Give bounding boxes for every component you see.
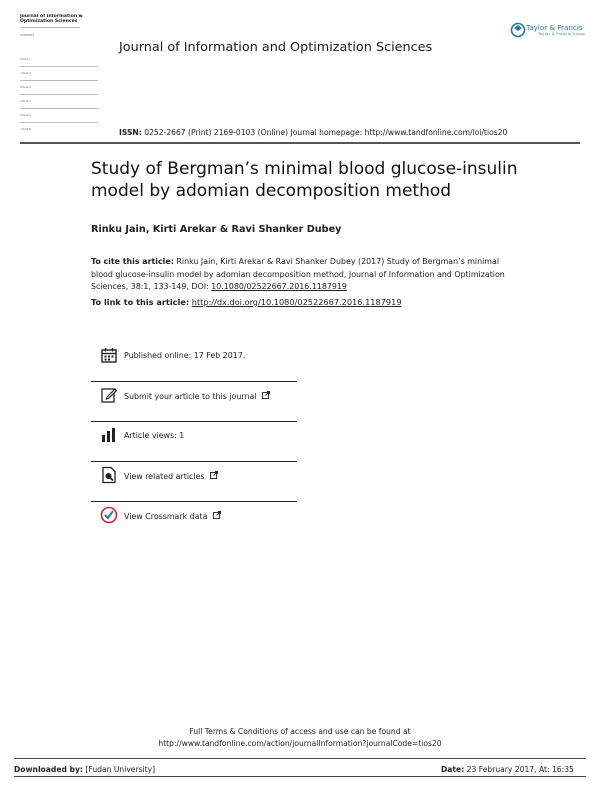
doi-link[interactable]: 10.1080/02522667.2016.1187919 (211, 282, 347, 292)
header-divider (20, 142, 580, 144)
calendar-icon (100, 346, 118, 364)
link-label: To link to this article: (91, 297, 190, 307)
publisher-logo-subtext: Taylor & Francis Group (538, 32, 585, 36)
submit-article-row[interactable] (91, 382, 297, 422)
submit-pencil-icon (100, 386, 118, 404)
terms-url-link[interactable]: http://www.tandfonline.com/action/journalInformation?journalCode=tios20 (158, 739, 442, 748)
submit-article-label: Submit your article to this journal (124, 392, 257, 401)
downloaded-value: [Fudan University] (85, 765, 156, 774)
date-value: 23 February 2017, At: 16:35 (466, 765, 574, 774)
cover-entry: Article 6 (20, 128, 31, 131)
issn-text: 0252-2667 (Print) 2169-0103 (Online) Journal homepage: (144, 128, 363, 137)
article-views-row (91, 422, 297, 462)
submit-article-link[interactable] (124, 391, 270, 401)
article-title: Study of Bergman’s minimal blood glucose-insulin model by adomian decomposition method (91, 159, 518, 201)
cite-label: To cite this article: (91, 257, 174, 266)
journal-title[interactable]: Journal of Information and Optimization Sciences (119, 40, 433, 55)
download-date (441, 765, 574, 774)
issn-label: ISSN: (119, 128, 142, 137)
article-views-text: Article views: 1 (124, 431, 185, 440)
issn-line (119, 128, 507, 137)
external-link-icon (262, 391, 270, 399)
cover-entry: Article 2 (20, 72, 31, 75)
cover-entry: Article 3 (20, 86, 31, 89)
journal-cover-thumbnail (20, 14, 104, 138)
cite-text: Rinku Jain, Kirti Arekar & Ravi Shanker Dubey (2017) Study of Bergman’s minimal blood glucose-insulin model by adomian decomposition method, Journal of Information and Optimization Sciences, 38:1, 133-149, DOI: (91, 257, 505, 292)
crossmark-row[interactable] (91, 502, 297, 541)
external-link-icon (213, 511, 221, 519)
article-url-link[interactable]: http://dx.doi.org/10.1080/02522667.2016.1187919 (191, 297, 402, 307)
article-authors: Rinku Jain, Kirti Arekar & Ravi Shanker Dubey (91, 224, 342, 235)
related-articles-link[interactable] (124, 471, 218, 481)
cover-entry: Article 4 (20, 100, 31, 103)
article-link-line (91, 297, 402, 307)
published-online-text: Published online: 17 Feb 2017. (124, 351, 246, 360)
publisher-logo[interactable] (510, 21, 585, 45)
taylor-francis-logo-icon (510, 22, 526, 38)
date-label: Date: (441, 765, 465, 774)
bar-chart-icon (100, 426, 118, 444)
related-articles-label: View related articles (124, 472, 205, 481)
crossmark-link[interactable] (124, 511, 221, 521)
crossmark-icon (100, 506, 118, 524)
crossmark-label: View Crossmark data (124, 512, 208, 521)
external-link-icon (210, 471, 218, 479)
cover-title: Journal of Information & Optimization Sciences (20, 14, 83, 25)
search-document-icon (100, 466, 118, 484)
citation-block (91, 256, 521, 294)
downloaded-by (14, 765, 155, 774)
cover-entry: Article 1 (20, 58, 31, 61)
downloaded-label: Downloaded by: (14, 765, 83, 774)
terms-notice: Full Terms & Conditions of access and use can be found at (189, 727, 411, 736)
related-articles-row[interactable] (91, 462, 297, 502)
footer-divider-bottom (14, 776, 586, 777)
cover-entry: Article 5 (20, 114, 31, 117)
footer-divider-top (14, 758, 586, 759)
journal-homepage-link[interactable]: http://www.tandfonline.com/loi/tios20 (364, 128, 508, 137)
cover-entry: CONTENTS (20, 34, 35, 37)
article-info-list (91, 342, 297, 541)
publisher-logo-text: Taylor & Francis (526, 23, 583, 32)
published-online-row (91, 342, 297, 382)
